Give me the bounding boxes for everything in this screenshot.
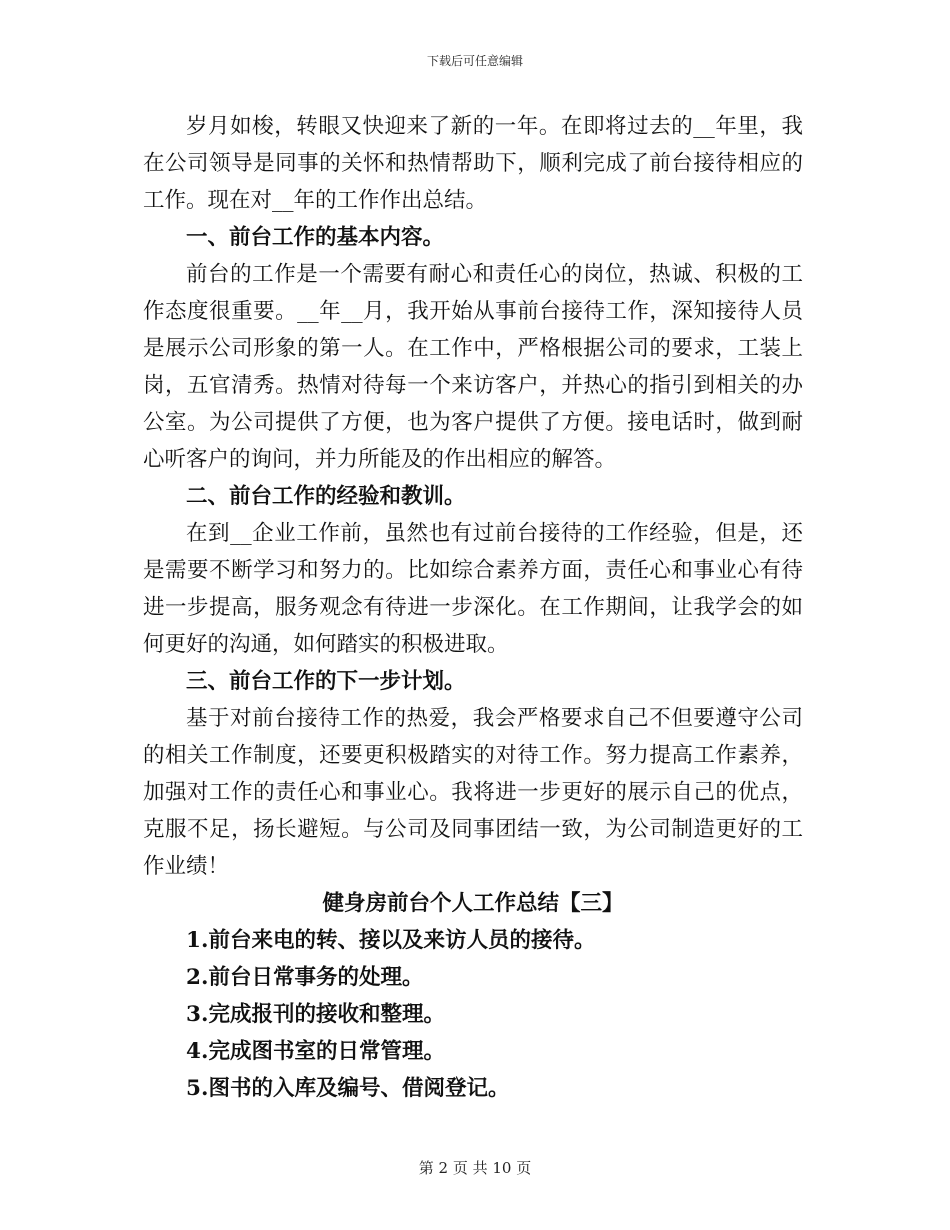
document-body xyxy=(143,108,803,1107)
section-body-2: 在到__企业工作前，虽然也有过前台接待的工作经验，但是，还是需要不断学习和努力的。比如综合素养方面，责任心和事业心有待进一步提高，服务观念有待进一步深化。在工作期间，让我学会的如何更好的沟通，如何踏实的积极进取。 xyxy=(143,521,803,657)
intro-paragraph: 岁月如梭，转眼又快迎来了新的一年。在即将过去的__年里，我在公司领导是同事的关怀和热情帮助下，顺利完成了前台接待相应的工作。现在对__年的工作作出总结。 xyxy=(143,114,803,213)
header-note: 下载后可任意编辑 xyxy=(426,54,523,68)
list-item: 1.前台来电的转、接以及来访人员的接待。 xyxy=(186,928,596,953)
list-item: 5.图书的入库及编号、借阅登记。 xyxy=(186,1076,510,1101)
section-heading-2: 二、前台工作的经验和教训。 xyxy=(186,484,466,509)
section-heading-3: 三、前台工作的下一步计划。 xyxy=(186,669,466,694)
list-item: 2.前台日常事务的处理。 xyxy=(186,965,424,990)
list-item: 3.完成报刊的接收和整理。 xyxy=(186,1002,445,1027)
page-number: 第 2 页 共 10 页 xyxy=(418,1159,532,1177)
section-body-1: 前台的工作是一个需要有耐心和责任心的岗位，热诚、积极的工作态度很重要。__年__月，我开始从事前台接待工作，深知接待人员是展示公司形象的第一人。在工作中，严格根据公司的要求，工装上岗，五官清秀。热情对待每一个来访客户，并热心的指引到相关的办公室。为公司提供了方便，也为客户提供了方便。接电话时，做到耐心听客户的询问，并力所能及的作出相应的解答。 xyxy=(143,262,803,472)
list-item: 4.完成图书室的日常管理。 xyxy=(186,1039,445,1064)
section-heading-1: 一、前台工作的基本内容。 xyxy=(186,225,445,250)
section-title: 健身房前台个人工作总结【三】 xyxy=(322,891,624,916)
section-body-3: 基于对前台接待工作的热爱，我会严格要求自己不但要遵守公司的相关工作制度，还要更积极踏实的对待工作。努力提高工作素养，加强对工作的责任心和事业心。我将进一步更好的展示自己的优点，克服不足，扬长避短。与公司及同事团结一致，为公司制造更好的工作业绩！ xyxy=(143,706,803,879)
